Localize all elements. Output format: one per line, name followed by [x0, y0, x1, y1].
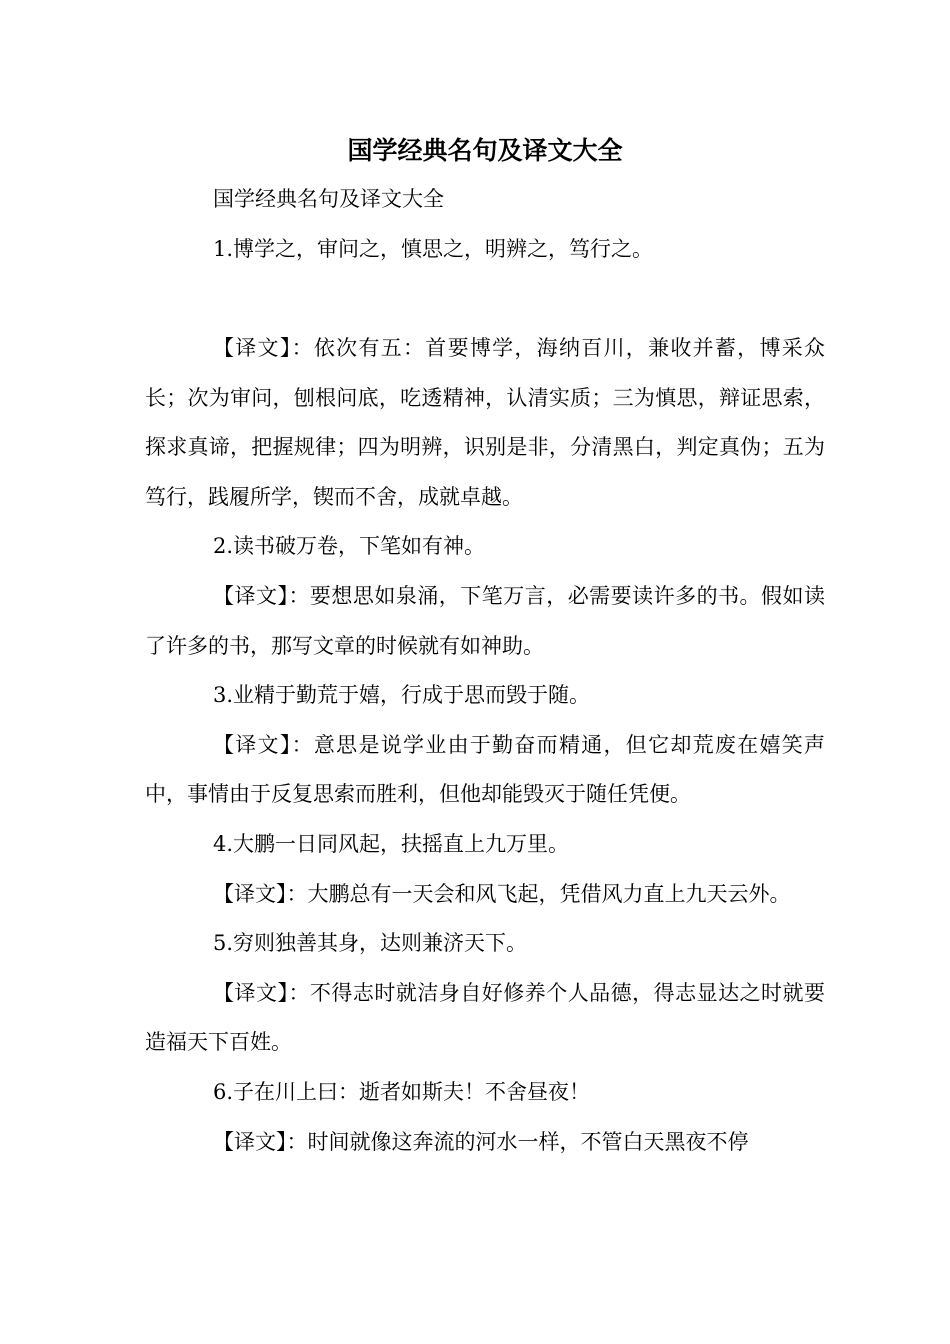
document-subtitle: 国学经典名句及译文大全 — [213, 187, 444, 211]
document-page — [145, 128, 825, 1167]
quote-5: 5.穷则独善其身，达则兼济天下。 — [213, 931, 528, 956]
quote-4: 4.大鹏一日同风起，扶摇直上九万里。 — [213, 831, 570, 856]
translation-text: ：依次有五：首要博学，海纳百川，兼收并蓄，博采众长；次为审问，刨根问底，吃透精神，认清实质；三为慎思，辩证思索，探求真谛，把握规律；四为明辨，识别是非，分清黑白，判定真伪；五为笃行，践履所学，锲而不舍，成就卓越。 — [145, 336, 826, 509]
translation-text: ：意思是说学业由于勤奋而精通，但它却荒废在嬉笑声中，事情由于反复思索而胜利，但他却能毁灭于随任凭便。 — [145, 732, 826, 807]
quote-2: 2.读书破万卷，下笔如有神。 — [213, 534, 486, 559]
translation-2 — [145, 572, 825, 671]
translation-label: 【译文】 — [213, 583, 289, 608]
translation-label: 【译文】 — [213, 980, 289, 1005]
quote-1: 1.博学之，审问之，慎思之，明辨之，笃行之。 — [213, 237, 654, 261]
translation-4 — [145, 870, 825, 920]
translation-text: ：要想思如泉涌，下笔万言，必需要读许多的书。假如读了许多的书，那写文章的时候就有如神助。 — [145, 583, 826, 658]
translation-6 — [145, 1118, 825, 1168]
translation-3 — [145, 721, 825, 820]
translation-text: ：不得志时就洁身自好修养个人品德，得志显达之时就要造福天下百姓。 — [145, 980, 826, 1055]
translation-5 — [145, 969, 825, 1068]
translation-label: 【译文】 — [213, 336, 292, 360]
translation-label: 【译文】 — [213, 1129, 287, 1154]
quote-6: 6.子在川上曰：逝者如斯夫！不舍昼夜！ — [213, 1079, 591, 1104]
quote-3: 3.业精于勤荒于嬉，行成于思而毁于随。 — [213, 683, 591, 708]
translation-text: ：时间就像这奔流的河水一样，不管白天黑夜不停 — [286, 1129, 749, 1154]
translation-1 — [145, 324, 825, 522]
translation-text: ：大鹏总有一天会和风飞起，凭借风力直上九天云外。 — [286, 881, 791, 906]
blank-line — [145, 274, 825, 324]
translation-label: 【译文】 — [213, 881, 287, 906]
translation-label: 【译文】 — [213, 732, 292, 757]
document-title: 国学经典名句及译文大全 — [347, 136, 623, 165]
